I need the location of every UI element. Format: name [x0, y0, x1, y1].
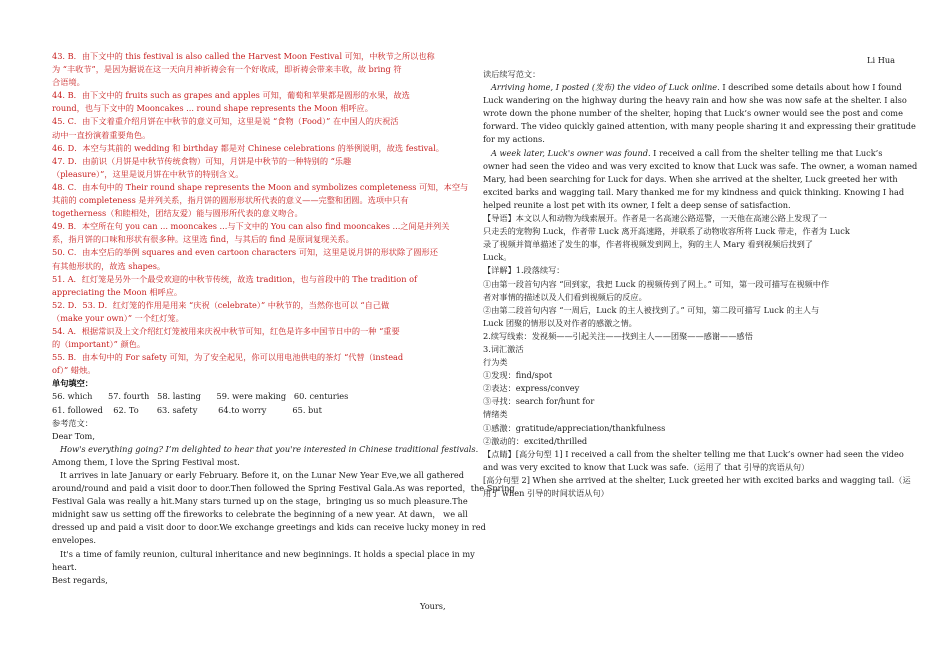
analysis-line: ②由第二段首句内容 “一周后，Luck 的主人被找到了。” 可知，第二段可描写 Luck 的主人与 — [483, 304, 820, 315]
letter-sign-off: Yours, — [420, 601, 446, 611]
explanation-line: 46. D．本空与其前的 wedding 和 birthday 都是对 Chinese celebrations 的举例说明，故选 festival。 — [52, 142, 444, 153]
sample-heading: 读后续写范文： — [483, 69, 541, 79]
explanation-line: 为 “丰收节”，是因为据说在这一天向月神祈祷会有一个好收成，即祈祷会带来丰收，故 bring 符 — [52, 64, 402, 75]
paragraph-2-line: Mary, had been searching for Luck for days. When she arrived at the shelter, Luck greeted her with — [483, 173, 898, 184]
explanation-line: 47. D．由前识（月饼是中秋节传统食物）可知，月饼是中秋节的一种特别的 “乐趣 — [52, 155, 352, 166]
explanation-line: 48. C．由本句中的 Their round shape represents the Moon and symbolizes completeness 可知，本空与 — [52, 181, 469, 192]
paragraph-1-line: wrote down the phone number of the shelter, hoping that Luck’s owner would see the post and come — [483, 108, 903, 119]
paragraph-2-lead: A week later, Luck's owner was found. — [491, 147, 651, 158]
explanation-line: 55. B．由本句中的 For safety 可知，为了安全起见，你可以用电池供电的茶灯 “代替（instead — [52, 352, 404, 363]
author-name: Li Hua — [867, 55, 895, 65]
paragraph-2-line: excited barks and wagging tail. Mary thanked me for my kindness and quick thinking. Knowing I had — [483, 186, 905, 197]
analysis-line: 只走丢的宠物狗 Luck，作者带 Luck 离开高速路，并联系了动物收容所将 Luck 带走，作者为 Luck — [483, 226, 850, 237]
analysis-section — [483, 212, 911, 500]
letter-line: envelopes. — [52, 535, 97, 546]
right-column — [483, 68, 918, 500]
analysis-line: 【导语】本文以人和动物为线索展开。作者是一名高速公路巡警，一天他在高速公路上发现了一 — [483, 213, 827, 224]
explanation-line: 合语境。 — [52, 77, 85, 88]
analysis-line: Luck 团聚的情形以及对作者的感激之情。 — [483, 317, 637, 328]
paragraph-2 — [483, 160, 918, 212]
explanation-line: 45. C．由下文着重介绍月饼在中秋节的意义可知，这里是说 “食物（Food）” 在中国人的庆祝活 — [52, 116, 399, 127]
letter-line: dressed up and paid a visit door to door.We exchange greetings and kids can receive lucky money in red — [52, 522, 486, 533]
paragraph-1-line: forward. The video quickly gained attention, with many people sharing it and expressing their gratitude — [483, 121, 916, 132]
analysis-line: ①由第一段首句内容 “回到家，我把 Luck 的视频传到了网上。” 可知，第一段可描写在视频中作 — [483, 278, 830, 289]
explanation-line: 的（important）” 颜色。 — [52, 339, 146, 350]
analysis-line: 情绪类 — [483, 409, 508, 420]
paragraph-1-line: for my actions. — [483, 134, 545, 145]
letter-line: It arrives in late January or early February. Before it, on the Lunar New Year Eve,we all gathered — [60, 470, 464, 480]
analysis-line: 2.续写线索：发视频——引起关注——找到主人——团聚——感谢——感悟 — [483, 330, 753, 341]
paragraph-2-line: owner had seen the video and was very excited to know that Luck was safe. The owner, a woman named — [483, 160, 918, 171]
analysis-line: 用了 when 引导的时间状语从句） — [483, 488, 609, 498]
analysis-line: ②表达：express/convey — [483, 383, 580, 394]
analysis-line: 行为类 — [483, 357, 508, 368]
paragraph-2-line: helped reunite a lost pet with its owner, I felt a deep sense of satisfaction. — [483, 199, 791, 210]
analysis-line: [高分句型 2] When she arrived at the shelter, Luck greeted her with excited barks and wagging tail.（运 — [483, 474, 911, 485]
explanation-line: 51. A．红灯笼是另外一个最受欢迎的中秋节传统，故选 tradition，也与首段中的 The tradition of — [52, 273, 418, 284]
explanation-line: appreciating the Moon 相呼应。 — [52, 286, 183, 297]
analysis-line: 者对事情的描述以及人们看到视频后的反应。 — [483, 291, 647, 302]
paragraph-1-line: Luck wandering on the highway during the heavy rain and how she was now safe at the shelter. I also — [483, 95, 907, 106]
explanation-line: round，也与下文中的 Mooncakes ... round shape represents the Moon 相呼应。 — [52, 103, 373, 114]
explanation-line: 49. B．本空所在句 you can ... mooncakes ...与下文中的 You can also find mooncakes ...之间是并列关 — [52, 221, 450, 232]
explanation-line: 43. B．由下文中的 this festival is also called the Harvest Moon Festival 可知，中秋节之所以也称 — [52, 51, 435, 61]
letter-line: Festival Gala was really a hit.Many stars turned up on the stage，bringing us so much pleasure.The — [52, 496, 468, 507]
explanation-line: 44. B．由下文中的 fruits such as grapes and apples 可知，葡萄和苹果都是圆形的水果，故选 — [52, 90, 410, 101]
analysis-line: ①感激：gratitude/appreciation/thankfulness — [483, 422, 666, 433]
paragraph-1 — [483, 94, 916, 146]
explanation-line: 其前的 completeness 是并列关系，指月饼的圆形形状所代表的意义——完整和团圆。选项中只有 — [52, 195, 409, 206]
explanation-line: of）” 蜡烛。 — [52, 365, 96, 376]
reference-heading: 参考范文： — [52, 417, 93, 428]
analysis-line: 【详解】1.段落续写： — [483, 265, 565, 276]
explanation-line: 动中一直扮演着重要角色。 — [52, 129, 151, 140]
analysis-line: ②激动的：excited/thrilled — [483, 435, 588, 446]
explanation-line: togetherness（和睦相处，团结友爱）能与圆形所代表的意义吻合。 — [52, 208, 303, 219]
letter-line: midnight saw us setting off the fireworks to celebrate the beginning of a new year. At dawn， we all — [52, 509, 468, 520]
letter-line: It's a time of family reunion, cultural inheritance and new beginnings. It holds a special place in my — [60, 548, 475, 559]
explanation-line: 50. C．由本空后的举例 squares and even cartoon characters 可知，这里是说月饼的形状除了圆形还 — [52, 247, 438, 258]
answer-explanations — [52, 50, 467, 377]
letter-line: around/round and paid a visit door to door.Then followed the Spring Festival Gala.As was reported，the Spring — [52, 483, 515, 494]
letter-salutation: Dear Tom, — [52, 430, 95, 441]
analysis-line: 录了视频并简单描述了发生的事，作者将视频发到网上，狗的主人 Mary 看到视频后找到了 — [483, 239, 813, 250]
explanation-line: 系，指月饼的口味和形状有很多种。这里选 find，与其后的 find 是原词复现关系。 — [52, 234, 354, 245]
letter-line: How's everything going? I’m delighted to hear that you're interested in Chinese traditional festivals. — [60, 443, 479, 454]
analysis-line: 3.词汇激活 — [483, 343, 524, 354]
explanation-line: （pleasure）”，这里是说月饼在中秋节的特别含义。 — [52, 168, 244, 179]
analysis-line: Luck。 — [483, 252, 512, 263]
letter-line: heart. — [52, 561, 77, 572]
analysis-line: ③寻找：search for/hunt for — [483, 396, 595, 407]
letter-line: Among them, I love the Spring Festival most. — [52, 456, 240, 467]
paragraph-1-lead: Arriving home, I posted (发布) the video of Luck online. — [491, 82, 720, 93]
fill-answers-row-2: 61. followed 62. To 63. safety 64.to worry 65. but — [52, 404, 322, 415]
analysis-line: 【点睛】[高分句型 1] I received a call from the shelter telling me that Luck’s owner had seen the video — [483, 448, 904, 459]
analysis-line: and was very excited to know that Luck was safe.（运用了 that 引导的宾语从句） — [483, 461, 810, 472]
analysis-line: ①发现：find/spot — [483, 370, 553, 381]
letter-closing: Best regards, — [52, 574, 108, 585]
paragraph-2-first-line — [483, 147, 898, 160]
fill-answers-row-1: 56. which 57. fourth 58. lasting 59. were making 60. centuries — [52, 391, 349, 402]
paragraph-1-first-line — [483, 81, 902, 94]
explanation-line: 有其他形状的，故选 shapes。 — [52, 260, 166, 271]
explanation-line: 52. D．53. D．红灯笼的作用是用来 “庆祝（celebrate）” 中秋节的，当然你也可以 “自己做 — [52, 299, 390, 310]
explanation-line: （make your own）” 一个红灯笼。 — [52, 312, 184, 323]
letter-body — [52, 443, 515, 574]
paragraph-1-rest: I described some details about how I found — [719, 82, 902, 93]
explanation-line: 54. A．根据常识及上文介绍红灯笼被用来庆祝中秋节可知，红色是许多中国节日中的一种 “重要 — [52, 325, 400, 336]
fill-heading: 单句填空： — [52, 378, 93, 389]
paragraph-2-rest: I received a call from the shelter telling me that Luck’s — [650, 147, 883, 158]
